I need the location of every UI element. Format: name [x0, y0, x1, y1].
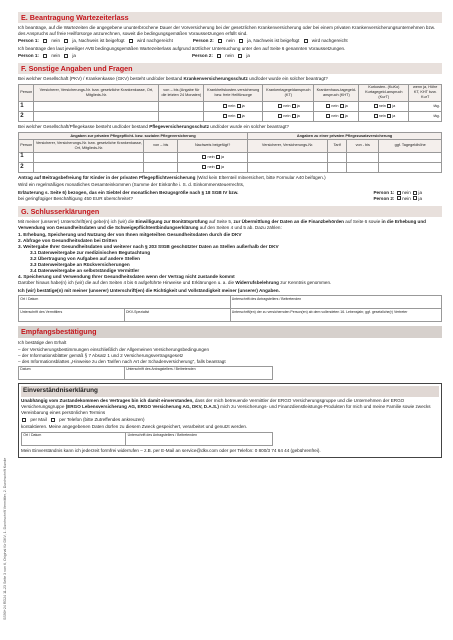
label-nein: nein — [283, 104, 291, 109]
antrag-line3: bei geringfügiger Beschäftigung 450 EUR überschreitet? — [18, 195, 133, 201]
label-ja: ja — [344, 104, 348, 109]
form-page — [18, 8, 442, 458]
pv-group-pflicht: Angaben zur privaten Pflegepflicht- bzw. sozialen Pflegeversicherung — [19, 132, 248, 139]
checkbox-p2-ja-nachweis[interactable] — [239, 39, 243, 43]
kv-row-1 — [19, 101, 442, 111]
kv-krankheitskosten-options — [204, 101, 263, 111]
schluss-subitem: 3.2 Übertragung von Aufgaben auf andere Stellen — [30, 256, 141, 262]
kv-kht-options — [314, 112, 359, 122]
section-e-title: E. Beantragung Wartezeiterlass — [18, 12, 442, 23]
label-nein: nein — [402, 195, 411, 201]
kv-krankheitskosten-options — [204, 112, 263, 122]
empfang-item: – des Informationsblattes „Hinweise zu den Tarifen nach Art der Schadenversicherung", falls beantragt — [18, 358, 226, 364]
antrag-line3-row — [18, 196, 442, 202]
kv-header-hoehe: wenn ja, Höhe KT, KHT bzw. KurT — [409, 84, 442, 101]
q1-bold: Krankenversicherungsschutz — [183, 76, 248, 82]
ev-bold: Unabhängig vom Zustandekommen des Vertrages bin ich damit einverstanden, — [21, 397, 194, 403]
einverstaendnis-text — [21, 398, 439, 416]
checkbox-per-telefon[interactable] — [51, 418, 55, 422]
einverstaendnis-box — [18, 383, 442, 458]
empfang-spacer — [273, 366, 442, 379]
pv-row-1 — [19, 152, 442, 162]
section-g-outro — [18, 280, 442, 286]
intro-c: auf Seite 6 sowie — [345, 218, 381, 224]
person2-label: Person 2: — [191, 53, 213, 59]
kv-kuko-options — [359, 112, 409, 122]
kv-zeitraum-field[interactable] — [159, 112, 204, 122]
checkbox-kk-ja[interactable] — [237, 114, 241, 118]
label-ja-nachweis: ja, Nachweis ist beigefügt — [72, 38, 125, 44]
pv-row-number: 1 — [19, 152, 34, 162]
pv-header-nachweis: Nachweis beigefügt? — [178, 140, 248, 152]
pv-row-2 — [19, 162, 442, 172]
antrag-note: (Wird kein Elternteil mitversichert, bitte Formular A40 beifügen.) — [196, 175, 326, 181]
person1-label: Person 1: — [18, 38, 39, 44]
section-e-text2: Ich beantrage den laut jeweiliger AVB bedingungsgemäßen Wartezeiterlass aufgrund ärztlicher Untersuchung unter den auf Seite 6 genannten Voraussetzungen. — [18, 45, 346, 51]
ev-signature-label: Unterschrift des Antragstellers / Beitretenden — [127, 433, 198, 438]
pv-versicherer-field[interactable] — [34, 162, 144, 172]
kv-header-kuko: Kurkosten- (KuKo) Kurtagegeld-anspruch (KurT) — [359, 84, 409, 101]
einverstaendnis-signature-table — [21, 432, 439, 446]
checkbox-kt-nein[interactable] — [278, 114, 282, 118]
label-ja: ja — [344, 114, 348, 119]
person1-label: Person 1: — [373, 189, 395, 195]
label-nein: nein — [226, 38, 235, 44]
intro-bold3: in die Erhebung und Verwendung von Gesundheitsdaten und die Schweigepflichtentbindungserklärung — [18, 218, 426, 230]
kv-header-kht: Krankenhaus-tagegeld-anspruch (KHT) — [314, 84, 359, 101]
label-nein: nein — [225, 53, 234, 59]
pv-versicherer-field[interactable] — [34, 152, 144, 162]
kv-table — [18, 84, 442, 123]
label-nein: nein — [378, 104, 386, 109]
checkbox-antrag-p2-nein[interactable] — [397, 196, 401, 200]
pv-header-versicherer: Versicherer, Versicherungs-Nr. bzw. gesetzliche Krankenkasse, Ort, Mitglieds-Nr. — [34, 140, 144, 152]
section-e-options-row — [18, 38, 442, 44]
intro-a: Mit meiner (unserer) Unterschrift(en) gebe(n) ich (wir) die — [18, 218, 135, 224]
empfang-signature-table — [18, 366, 442, 380]
checkbox-kuko-nein[interactable] — [374, 114, 378, 118]
label-nein: nein — [207, 154, 215, 159]
sig-person-label: Unterschrift(en) der zu versichernden Person(en) ab dem vollendeten 16. Lebensjahr, ggf. gesetzliche(r) Vertreter — [231, 310, 408, 315]
antrag-person2-options — [373, 196, 442, 202]
label-ja: ja — [221, 165, 225, 169]
checkbox-p1-nachgereicht[interactable] — [129, 39, 133, 43]
label-nein: nein — [402, 189, 411, 195]
outro-bold: Widerrufsbelehrung — [235, 280, 279, 286]
label-nein: nein — [378, 114, 386, 119]
pv-header-tagegeld: ggf. Tagegeldhöhe — [379, 140, 442, 152]
empfang-title: Empfangsbestätigung — [18, 326, 442, 337]
pv-row-number: 2 — [19, 162, 34, 172]
sig-ort-datum-field[interactable] — [19, 296, 231, 309]
checkbox-kuko-ja[interactable] — [387, 114, 391, 118]
ev-ort-datum-field[interactable] — [22, 432, 126, 445]
q2-text: Bei welcher Gesellschaft/Pflegekasse besteht und/oder bestand — [18, 124, 148, 130]
empfang-intro: Ich bestätige den Erhalt — [18, 339, 67, 345]
label-per-telefon: per Telefon (bitte Zutreffendes ankreuzen) — [59, 416, 145, 422]
label-ja: ja — [72, 53, 76, 59]
checkbox-p2-nachgereicht[interactable] — [304, 39, 308, 43]
kv-header-person: Person — [19, 84, 34, 101]
schluss-list — [18, 232, 442, 280]
sig-ort-label: Ort / Datum — [20, 297, 39, 302]
sig-dkv-spezialist-field[interactable] — [124, 309, 230, 322]
label-nein: nein — [228, 114, 236, 119]
label-per-mail: per Mail — [30, 416, 47, 422]
schluss-item: 3. Weitergabe Ihrer Gesundheitsdaten und weiterer nach § 203 StGB geschützter Daten an Stellen außerhalb der DKV — [18, 244, 279, 250]
q1-text: Bei welcher Gesellschaft (PKV) / Krankenkasse (GKV) besteht und/oder bestand — [18, 76, 183, 82]
checkbox-nachweis-nein[interactable] — [202, 165, 206, 169]
checkbox-p2-erlass-ja[interactable] — [238, 54, 242, 58]
pv-zusatz-versicherer-field[interactable] — [248, 152, 328, 162]
ev-ort-label: Ort / Datum — [23, 433, 42, 438]
sig-antragsteller-label: Unterschrift des Antragstellers / Beitretenden — [231, 297, 302, 302]
antrag-title: Antrag auf Beitragsbefreiung für Kinder in der privaten Pflegepflichtversicherung — [18, 175, 196, 181]
pv-header-zusatz-versicherer: Versicherer, Versicherungs-Nr. — [248, 140, 328, 152]
sig-person-field[interactable] — [230, 309, 442, 322]
tag-label: täg. — [433, 104, 440, 109]
ev-text-b: mich zu Versicherungs- und Finanzdienstleistungs-Produkten für mich und meine Familie sowie zwecks Vereinbarung eines persönlichen Termins — [21, 403, 431, 415]
person2-label: Person 2: — [192, 38, 214, 44]
person1-label: Person 1: — [18, 53, 39, 59]
intro-b: auf Seite 5, — [208, 218, 233, 224]
sig-vermittler-field[interactable] — [19, 309, 125, 322]
schluss-item: 4. Speicherung und Verwendung Ihrer Gesundheitsdaten wenn der Vertrag nicht zustande kommt — [18, 274, 235, 280]
label-nein: nein — [331, 114, 339, 119]
beitragsbefreiung-block — [18, 175, 442, 202]
pv-zeitraum-field[interactable] — [144, 152, 178, 162]
checkbox-nachweis-nein[interactable] — [202, 155, 206, 159]
label-nein: nein — [207, 165, 215, 169]
signature-table — [18, 295, 442, 322]
label-ja: ja — [392, 114, 396, 119]
checkbox-p1-nein[interactable] — [43, 39, 47, 43]
empfang-list — [18, 347, 442, 365]
checkbox-kuko-ja[interactable] — [387, 104, 391, 108]
ev-spacer — [272, 432, 439, 445]
checkbox-kk-nein[interactable] — [223, 104, 227, 108]
checkbox-nachweis-ja[interactable] — [216, 155, 220, 159]
kv-header-kt: Krankentagegeldanspruch (KT) — [263, 84, 314, 101]
antrag-line2: Erläuterung s. Seite 6) bezogen, das ein Siebtel der monatlichen Bezugsgröße nach § 18 SGB IV bzw. — [18, 189, 239, 195]
empfang-item: – der Versicherungsbestimmungen einschließlich der Allgemeinen Versicherungsbedingungen — [18, 347, 210, 352]
beitragsbefreiung-title — [18, 175, 442, 181]
form-code-side-text: SS90+24 RD24 11-23 Seite 3 von 6, Original für DKV, 1. Durchschrift Vermittler, 2. Durchschrift Kunde — [3, 457, 7, 620]
q2-bold: Pflegeversicherungsschutz — [149, 124, 210, 130]
checkbox-p2-erlass-nein[interactable] — [217, 54, 221, 58]
empfang-datum-label: Datum — [20, 367, 31, 372]
intro-bold2: zur Übermittlung der Daten an die Finanzbehörden — [233, 218, 344, 224]
schluss-subitem: 3.4 Datenweitergabe an selbstständige Vermittler — [30, 268, 140, 274]
label-ja: ja — [296, 104, 300, 109]
sig-dkv-label: DKV-Spezialist — [125, 310, 150, 315]
outro-end: zur Kenntnis genommen. — [280, 280, 332, 286]
label-ja-nachweis: ja, Nachweis ist beigefügt — [247, 38, 300, 44]
pv-header-person: Person — [19, 140, 34, 152]
pv-zusatz-zeitraum-field[interactable] — [347, 162, 379, 172]
checkbox-p1-erlass-nein[interactable] — [43, 54, 47, 58]
pv-table — [18, 132, 442, 173]
checkbox-kuko-nein[interactable] — [374, 104, 378, 108]
schluss-subitem: 3.3 Datenweitergabe an Rückversicherungen — [30, 262, 130, 268]
label-ja: ja — [296, 114, 300, 119]
kv-kt-options — [263, 101, 314, 111]
q1-end: und/oder wurde ein solcher beantragt? — [249, 76, 328, 82]
checkbox-kht-ja[interactable] — [340, 104, 344, 108]
checkbox-kt-ja[interactable] — [292, 114, 296, 118]
pv-header-tarif: Tarif — [328, 140, 347, 152]
einverstaendnis-title: Einverständniserklärung — [21, 386, 439, 397]
kv-header-krankheitskosten: Krankheitskosten-versicherung bzw. freie Heilfürsorge — [204, 84, 263, 101]
label-ja: ja — [418, 189, 422, 195]
schluss-item: 2. Abfrage von Gesundheitsdaten bei Dritten — [18, 238, 118, 244]
checkbox-kt-ja[interactable] — [292, 104, 296, 108]
schluss-subitem: 3.1 Datenweitergabe zur medizinischen Begutachtung — [30, 250, 151, 256]
kv-row-number: 2 — [19, 112, 34, 122]
kv-row-number: 1 — [19, 101, 34, 111]
kv-kht-options — [314, 101, 359, 111]
intro-d: auf den Seiten 4 und 5 ab. Dazu zählen: — [199, 224, 282, 230]
kv-header-versicherer: Versicherer, Versicherungs-Nr. bzw. gesetzliche Krankenkasse, Ort, Mitglieds-Nr. — [34, 84, 159, 101]
kv-hoehe-field[interactable] — [409, 101, 442, 111]
empfang-signature-field[interactable] — [124, 366, 272, 379]
section-e-options-row-2 — [18, 53, 442, 59]
schluss-item: 1. Erhebung, Speicherung und Nutzung der von Ihnen mitgeteilten Gesundheitsdaten durch die DKV — [18, 232, 242, 238]
label-nein: nein — [51, 53, 60, 59]
section-g-title: G. Schlusserklärungen — [18, 206, 442, 217]
label-ja: ja — [392, 104, 396, 109]
pv-zusatz-versicherer-field[interactable] — [248, 162, 328, 172]
checkbox-kk-ja[interactable] — [237, 104, 241, 108]
pv-zeitraum-field[interactable] — [144, 162, 178, 172]
checkbox-antrag-p1-nein[interactable] — [397, 191, 401, 195]
checkbox-antrag-p2-ja[interactable] — [413, 196, 417, 200]
label-ja: ja — [241, 104, 245, 109]
kv-versicherer-field[interactable] — [34, 112, 159, 122]
label-nein: nein — [228, 104, 236, 109]
section-f-title: F. Sonstige Angaben und Fragen — [18, 63, 442, 74]
label-ja: ja — [418, 195, 422, 201]
ev-bold2: (ERGO Lebensversicherung AG, ERGO Versicherung AG, DKV, D.A.S.) — [65, 403, 219, 409]
checkbox-kht-nein[interactable] — [326, 104, 330, 108]
einverstaendnis-text-c: kontaktieren. Meine angegebenen Daten dürfen zu diesem Zweck gespeichert, verarbeitet und genutzt werden. — [21, 424, 248, 430]
sig-vermittler-label: Unterschrift des Vermittlers — [20, 310, 63, 315]
section-e-text: Ich beantrage, auf die Wartezeiten die angegebene ununterbrochene Dauer der Vorversicherung bei der gesetzlichen Krankenversicherung oder bei einem privaten Krankenversicherungsunternehmen bzw. des Anspruchs auf freie Heilfürsorge anzurechnen, soweit die bedingungsgemäßen Voraussetzungen erfüllt sind. — [18, 25, 436, 37]
kv-kuko-options — [359, 101, 409, 111]
pv-tarif-field[interactable] — [328, 152, 347, 162]
einverstaendnis-options — [21, 417, 439, 423]
ev-signature-field[interactable] — [126, 432, 272, 445]
kv-hoehe-field[interactable] — [409, 112, 442, 122]
kv-versicherer-field[interactable] — [34, 101, 159, 111]
pv-tagegeld-field[interactable] — [379, 152, 442, 162]
antrag-line1: Wird ein regelmäßiges monatliches Gesamteinkommen (Summe der Einkünfte i. S. d. Einkommensteuerrechts, — [18, 182, 245, 188]
label-ja: ja — [221, 154, 225, 159]
section-g-intro — [18, 219, 442, 231]
checkbox-p2-nein[interactable] — [218, 39, 222, 43]
label-nachgereicht: wird nachgereicht — [311, 38, 348, 44]
checkbox-p1-erlass-ja[interactable] — [64, 54, 68, 58]
label-ja: ja — [246, 53, 250, 59]
checkbox-nachweis-ja[interactable] — [216, 165, 220, 169]
pv-group-zusatz: Angaben zu einer privaten Pflegezusatzversicherung — [248, 132, 442, 139]
tag-label: täg. — [433, 114, 440, 119]
sig-antragsteller-field[interactable] — [230, 296, 442, 309]
empfang-item: – der Informationsblätter gemäß § 7 Absatz 1 und 2 Versicherungsvertragsgesetz — [18, 352, 184, 358]
kv-zeitraum-field[interactable] — [159, 101, 204, 111]
outro-text: Darüber hinaus habe(n) ich (wir) die auf den Seiten 4 bis 6 aufgeführte Hinweise und Erklärungen u. a. die — [18, 280, 235, 286]
pv-header-zeitraum: von – bis — [144, 140, 178, 152]
pv-tarif-field[interactable] — [328, 162, 347, 172]
empfang-signature-label: Unterschrift des Antragstellers / Beitretenden — [126, 367, 196, 372]
label-ja: ja — [241, 114, 245, 119]
checkbox-kk-nein[interactable] — [223, 114, 227, 118]
checkbox-p1-ja-nachweis[interactable] — [64, 39, 68, 43]
einverstaendnis-footer: Mein Einverständnis kann ich jederzeit formfrei widerrufen – z.B. per E-Mail an service@dkv.com oder per Telefon: 0 800/3 74 64 44 (gebührenfrei). — [21, 447, 321, 453]
kv-kt-options — [263, 112, 314, 122]
ev-text-a: dass der mich betreuende Vermittler der ERGO Versicherungsgruppe und die Unternehmen der ERGO Versicherungsgruppe — [21, 397, 405, 409]
kv-header-zeitraum: von – bis (Angabe für die letzten 24 Monaten) — [159, 84, 204, 101]
label-nachgereicht: wird nachgereicht — [136, 38, 173, 44]
pv-tagegeld-field[interactable] — [379, 162, 442, 172]
pv-nachweis-options — [178, 162, 248, 172]
checkbox-kt-nein[interactable] — [278, 104, 282, 108]
checkbox-per-mail[interactable] — [22, 418, 26, 422]
label-nein: nein — [283, 114, 291, 119]
checkbox-kht-nein[interactable] — [326, 114, 330, 118]
label-nein: nein — [51, 38, 60, 44]
empfang-datum-field[interactable] — [19, 366, 125, 379]
pv-header-zusatz-zeitraum: von - bis — [347, 140, 379, 152]
section-f-question1 — [18, 76, 442, 82]
checkbox-antrag-p1-ja[interactable] — [413, 191, 417, 195]
label-nein: nein — [331, 104, 339, 109]
kv-row-2 — [19, 112, 442, 122]
q2-end: und/oder wurde ein solcher beantragt? — [210, 124, 289, 130]
checkbox-kht-ja[interactable] — [340, 114, 344, 118]
intro-bold1: Einwilligung zur Bonitätsprüfung — [135, 218, 208, 224]
person2-label: Person 2: — [373, 195, 395, 201]
section-f-question2 — [18, 124, 442, 130]
pv-zusatz-zeitraum-field[interactable] — [347, 152, 379, 162]
pv-nachweis-options — [178, 152, 248, 162]
section-g-confirm: Ich (wir) bestätige(n) mit meiner (unserer) Unterschrift(en) die Richtigkeit und Vollständigkeit meiner (unserer) Angaben. — [18, 287, 280, 293]
